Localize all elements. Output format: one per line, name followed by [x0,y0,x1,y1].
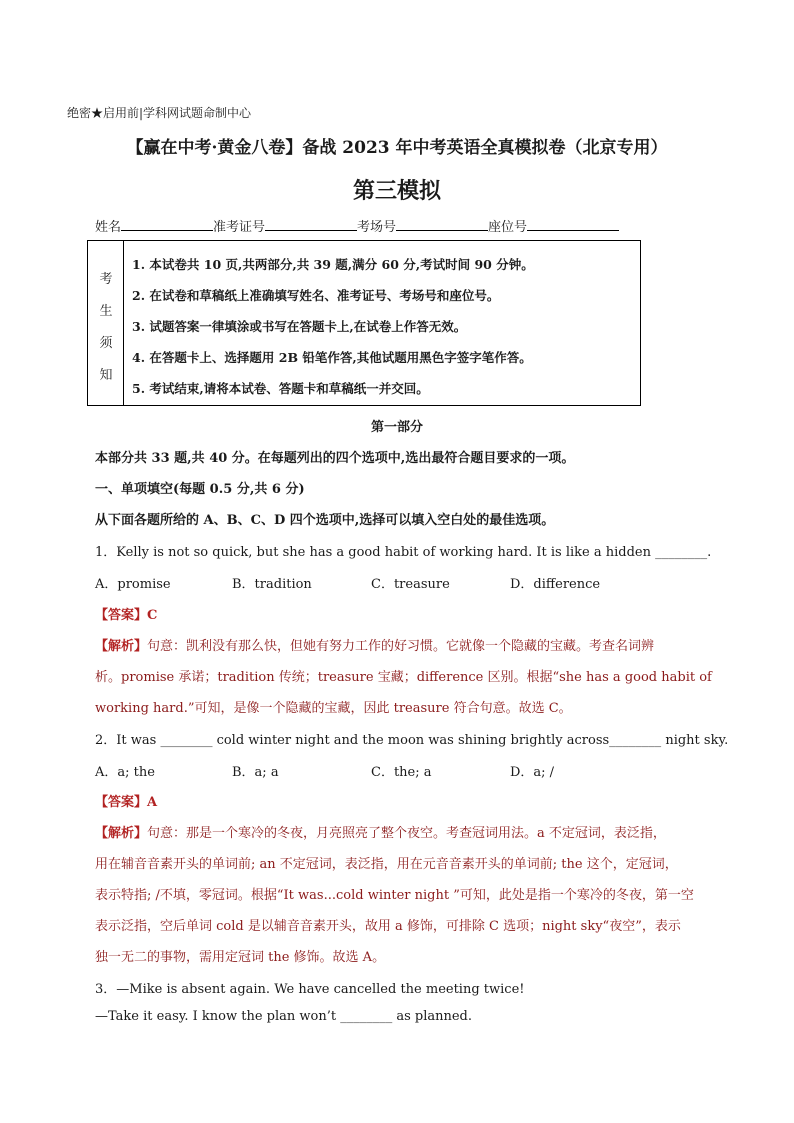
seat-line[interactable] [527,218,619,231]
q1-analysis-line [95,635,654,654]
analysis-text: 句意：凯利没有那么快，但她有努力工作的好习惯。它就像一个隐藏的宝藏。考查名词辨 [147,639,655,654]
name-line[interactable] [121,218,213,231]
q1-option-b: B．tradition [232,577,312,592]
analysis-label: 【解析】 [95,826,148,841]
notice-side-char: 考 [99,272,113,287]
part1-heading: 第一部分 [370,420,423,435]
seat-label: 座位号 [488,220,528,235]
notice-side-column [88,241,124,405]
exam-id-line[interactable] [265,218,357,231]
q1-option-a: A．promise [95,577,171,592]
question-3-stem-reply: —Take it easy. I know the plan won’t ________ as planned. [95,1009,473,1024]
secret-label: 绝密★启用前|学科网试题命制中心 [67,106,252,120]
q2-analysis-line: 独一无二的事物，需用定冠词 the 修饰。故选 A。 [95,950,386,965]
notice-side-char: 知 [99,368,113,383]
analysis-label: 【解析】 [95,639,148,654]
notice-item: 1. 本试卷共 10 页,共两部分,共 39 题,满分 60 分,考试时间 90 分钟。 [132,257,534,272]
question-3-stem: 3．—Mike is absent again. We have cancelled the meeting twice! [95,982,525,997]
q2-analysis-line [95,822,666,841]
notice-side-char: 生 [99,304,113,319]
notice-item: 3. 试题答案一律填涂或书写在答题卡上,在试卷上作答无效。 [132,319,467,334]
student-fields [95,216,619,235]
answer-value: A [147,795,158,810]
q2-option-d: D．a; / [510,765,555,780]
q1-option-c: C．treasure [371,577,450,592]
notice-box [87,240,641,406]
q1-answer [95,604,157,623]
notice-item: 4. 在答题卡上、选择题用 2B 铅笔作答,其他试题用黑色字签字笔作答。 [132,350,532,365]
exam-subtitle: 第三模拟 [352,178,441,204]
notice-item: 2. 在试卷和草稿纸上准确填写姓名、准考证号、考场号和座位号。 [132,288,500,303]
question-2-stem: 2．It was ________ cold winter night and the moon was shining brightly across________ night sky. [95,733,729,748]
q2-option-a: A．a; the [95,765,155,780]
q2-analysis-line: 用在辅音音素开头的单词前; an 不定冠词，表泛指，用在元音音素开头的单词前; the 这个，定冠词， [95,857,678,872]
room-line[interactable] [396,218,488,231]
q1-analysis-line: 析。promise 承诺；tradition 传统；treasure 宝藏；difference 区别。根据“she has a good habit of [95,670,712,685]
answer-label: 【答案】 [95,795,148,810]
answer-value: C [147,608,158,623]
q2-option-b: B．a; a [232,765,279,780]
q1-option-d: D．difference [510,577,601,592]
question-1-stem: 1．Kelly is not so quick, but she has a good habit of working hard. It is like a hidden ________. [95,545,712,560]
q2-analysis-line: 表示泛指，空后单词 cold 是以辅音音素开头，故用 a 修饰，可排除 C 选项；night sky“夜空”，表示 [95,919,681,934]
exam-id-label: 准考证号 [213,220,266,235]
q2-option-c: C．the; a [371,765,432,780]
q2-analysis-line: 表示特指; /不填，零冠词。根据“It was...cold winter night ”可知，此处是指一个寒冷的冬夜，第一空 [95,888,694,903]
part1-intro: 本部分共 33 题,共 40 分。在每题列出的四个选项中,选出最符合题目要求的一项。 [95,451,575,466]
name-label: 姓名 [95,220,122,235]
section-instruction: 从下面各题所给的 A、B、C、D 四个选项中,选择可以填入空白处的最佳选项。 [95,513,555,528]
notice-item: 5. 考试结束,请将本试卷、答题卡和草稿纸一并交回。 [132,381,429,396]
answer-label: 【答案】 [95,608,148,623]
q2-answer [95,791,157,810]
exam-title: 【赢在中考·黄金八卷】备战 2023 年中考英语全真模拟卷（北京专用） [126,138,668,158]
section-title: 一、单项填空(每题 0.5 分,共 6 分) [95,482,305,497]
analysis-text: 句意：那是一个寒冷的冬夜，月亮照亮了整个夜空。考查冠词用法。a 不定冠词，表泛指， [147,826,666,841]
room-label: 考场号 [357,220,397,235]
notice-side-char: 须 [99,336,113,351]
q1-analysis-line: working hard.”可知，是像一个隐藏的宝藏，因此 treasure 符合句意。故选 C。 [95,701,572,716]
